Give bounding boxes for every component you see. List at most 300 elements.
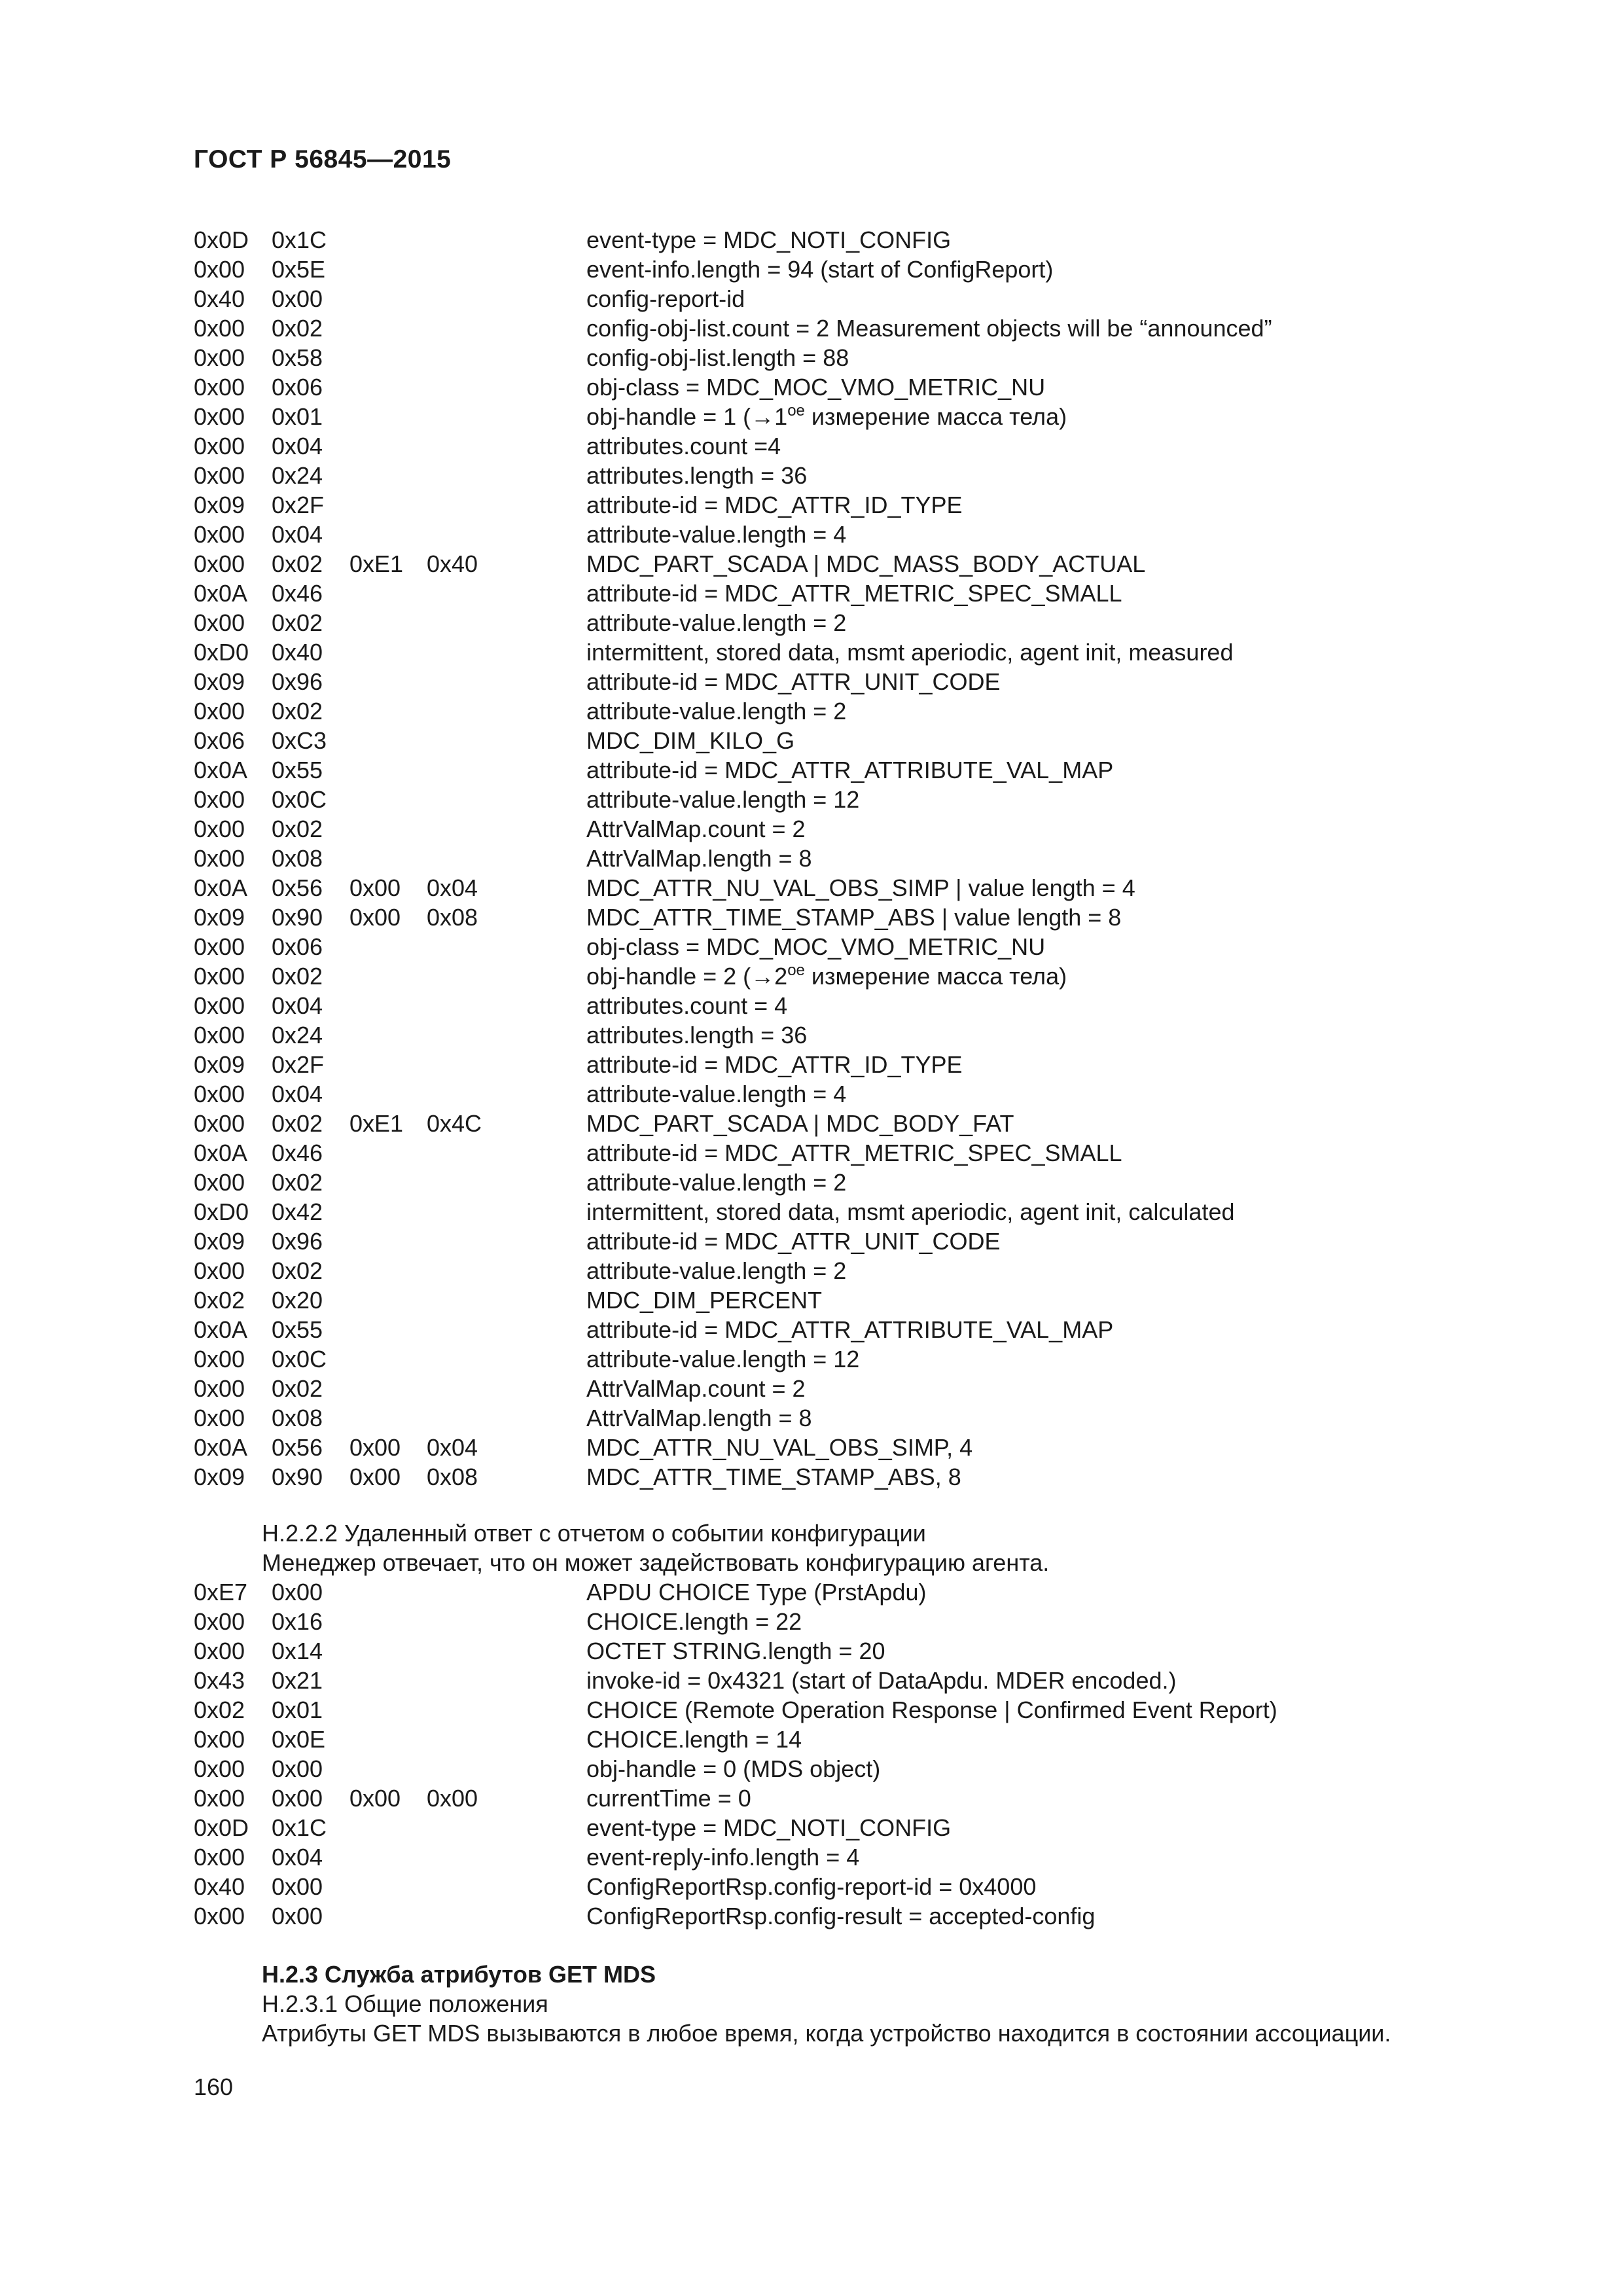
hex-byte: 0x01 bbox=[272, 403, 323, 430]
field-description bbox=[586, 1168, 846, 1197]
field-description bbox=[586, 284, 745, 314]
description-text: ConfigReportRsp.config-report-id = 0x4000 bbox=[586, 1873, 1037, 1900]
description-text: intermittent, stored data, msmt aperiodic, agent init, measured bbox=[586, 639, 1234, 666]
hex-byte: 0x90 bbox=[272, 904, 323, 931]
hex-byte: 0x00 bbox=[194, 1257, 245, 1284]
table-row bbox=[194, 1842, 1503, 1872]
hex-byte: 0x00 bbox=[194, 1726, 245, 1753]
description-text: attributes.count = 4 bbox=[586, 992, 788, 1019]
description-text: attribute-value.length = 2 bbox=[586, 1169, 847, 1196]
table-row bbox=[194, 1197, 1503, 1227]
description-text: event-info.length = 94 (start of ConfigReport) bbox=[586, 256, 1054, 283]
description-text: attribute-value.length = 2 bbox=[586, 698, 847, 725]
field-description bbox=[586, 961, 1067, 991]
field-description bbox=[586, 726, 794, 755]
description-text: attribute-value.length = 4 bbox=[586, 1081, 847, 1107]
description-text: attribute-id = MDC_ATTR_METRIC_SPEC_SMALL bbox=[586, 1139, 1122, 1166]
table-row bbox=[194, 255, 1503, 284]
hex-byte: 0x01 bbox=[272, 1696, 323, 1723]
hex-byte: 0x06 bbox=[194, 727, 245, 754]
description-text: AttrValMap.length = 8 bbox=[586, 845, 812, 872]
hex-byte: 0x21 bbox=[272, 1667, 323, 1694]
description-text: event-type = MDC_NOTI_CONFIG bbox=[586, 226, 952, 253]
table-row bbox=[194, 755, 1503, 785]
description-text: event-reply-info.length = 4 bbox=[586, 1844, 860, 1871]
hex-byte: 0x00 bbox=[194, 344, 245, 371]
hex-byte: 0x55 bbox=[272, 757, 323, 783]
table-row bbox=[194, 1784, 1503, 1813]
description-text: attribute-id = MDC_ATTR_ID_TYPE bbox=[586, 1051, 963, 1078]
table-row bbox=[194, 1285, 1503, 1315]
field-description bbox=[586, 903, 1121, 932]
table-row bbox=[194, 1109, 1503, 1138]
description-text: attribute-id = MDC_ATTR_UNIT_CODE bbox=[586, 668, 1001, 695]
table-row bbox=[194, 961, 1503, 991]
description-text: AttrValMap.length = 8 bbox=[586, 1405, 812, 1431]
hex-byte: 0x0A bbox=[194, 1434, 248, 1461]
field-description bbox=[586, 608, 846, 637]
field-description bbox=[586, 314, 1272, 343]
description-text: config-obj-list.count = 2 Measurement objects will be “announced” bbox=[586, 315, 1272, 342]
field-description bbox=[586, 431, 781, 461]
hex-byte: 0x09 bbox=[194, 1051, 245, 1078]
table-row bbox=[194, 284, 1503, 314]
table-row bbox=[194, 520, 1503, 549]
hex-byte: 0xD0 bbox=[194, 639, 249, 666]
hex-byte: 0x00 bbox=[194, 1844, 245, 1871]
field-description bbox=[586, 1109, 1014, 1138]
hex-byte: 0x04 bbox=[427, 874, 478, 901]
hex-byte: 0x00 bbox=[194, 1405, 245, 1431]
table-row bbox=[194, 549, 1503, 579]
hex-byte: 0x04 bbox=[272, 1844, 323, 1871]
description-text: MDC_ATTR_TIME_STAMP_ABS | value length = 8 bbox=[586, 904, 1122, 931]
hex-byte: 0x00 bbox=[194, 786, 245, 813]
ordinal-suffix: ое bbox=[787, 402, 805, 420]
description-text: intermittent, stored data, msmt aperiodic, agent init, calculated bbox=[586, 1198, 1235, 1225]
hex-byte: 0x00 bbox=[194, 1755, 245, 1782]
table-row bbox=[194, 1433, 1503, 1462]
hex-byte: 0x40 bbox=[194, 285, 245, 312]
field-description bbox=[586, 1344, 859, 1374]
hex-byte: 0x04 bbox=[427, 1434, 478, 1461]
hex-byte: 0x0D bbox=[194, 1814, 249, 1841]
field-description bbox=[586, 1079, 846, 1109]
table-row bbox=[194, 431, 1503, 461]
hex-byte: 0x04 bbox=[272, 992, 323, 1019]
description-text: attributes.length = 36 bbox=[586, 462, 808, 489]
table-row bbox=[194, 1374, 1503, 1403]
hex-byte: 0x00 bbox=[194, 1110, 245, 1137]
table-row bbox=[194, 1168, 1503, 1197]
table-row bbox=[194, 667, 1503, 696]
section-h231-heading: H.2.3.1 Общие положения bbox=[262, 1990, 548, 2017]
field-description bbox=[586, 225, 951, 255]
table-row bbox=[194, 343, 1503, 372]
description-text: attributes.count =4 bbox=[586, 433, 781, 459]
field-description bbox=[586, 1577, 927, 1607]
description-text: MDC_DIM_KILO_G bbox=[586, 727, 795, 754]
table-row bbox=[194, 1577, 1503, 1607]
hex-byte: 0x16 bbox=[272, 1608, 323, 1635]
hex-byte: 0x02 bbox=[194, 1287, 245, 1314]
hex-byte: 0x00 bbox=[194, 609, 245, 636]
field-description bbox=[586, 873, 1135, 903]
hex-byte: 0x02 bbox=[194, 1696, 245, 1723]
description-text: MDC_ATTR_NU_VAL_OBS_SIMP, 4 bbox=[586, 1434, 973, 1461]
hex-byte: 0x55 bbox=[272, 1316, 323, 1343]
hex-byte: 0x00 bbox=[272, 1785, 323, 1812]
hex-byte: 0x00 bbox=[272, 1579, 323, 1605]
hex-byte: 0x00 bbox=[427, 1785, 478, 1812]
field-description bbox=[586, 1695, 1277, 1725]
description-text: invoke-id = 0x4321 (start of DataApdu. MDER encoded.) bbox=[586, 1667, 1177, 1694]
hex-byte: 0x00 bbox=[194, 1608, 245, 1635]
table-row bbox=[194, 1227, 1503, 1256]
description-text: attribute-id = MDC_ATTR_ATTRIBUTE_VAL_MAP bbox=[586, 1316, 1114, 1343]
hex-byte: 0x40 bbox=[272, 639, 323, 666]
description-text: attribute-value.length = 12 bbox=[586, 1346, 860, 1372]
hex-byte: 0x00 bbox=[349, 1785, 401, 1812]
hex-byte: 0x46 bbox=[272, 580, 323, 607]
hex-byte: 0x04 bbox=[272, 1081, 323, 1107]
description-text: MDC_PART_SCADA | MDC_BODY_FAT bbox=[586, 1110, 1014, 1137]
hex-byte: 0xC3 bbox=[272, 727, 327, 754]
hex-byte: 0x00 bbox=[194, 933, 245, 960]
hex-byte: 0x40 bbox=[194, 1873, 245, 1900]
description-text: attribute-id = MDC_ATTR_ATTRIBUTE_VAL_MAP bbox=[586, 757, 1114, 783]
hex-byte: 0x0A bbox=[194, 580, 248, 607]
table-row bbox=[194, 225, 1503, 255]
hex-byte: 0x00 bbox=[194, 433, 245, 459]
table-row bbox=[194, 1020, 1503, 1050]
hex-byte: 0x02 bbox=[272, 698, 323, 725]
field-description bbox=[586, 1315, 1113, 1344]
table-row bbox=[194, 991, 1503, 1020]
description-text: MDC_ATTR_NU_VAL_OBS_SIMP | value length = 4 bbox=[586, 874, 1135, 901]
field-description bbox=[586, 814, 806, 844]
hex-byte: 0x00 bbox=[194, 816, 245, 842]
table-row bbox=[194, 490, 1503, 520]
table-row bbox=[194, 637, 1503, 667]
hex-byte: 0x00 bbox=[194, 1022, 245, 1049]
description-text: attribute-value.length = 2 bbox=[586, 1257, 847, 1284]
hex-byte: 0x00 bbox=[194, 1375, 245, 1402]
hex-byte: 0x24 bbox=[272, 1022, 323, 1049]
description-text: event-type = MDC_NOTI_CONFIG bbox=[586, 1814, 952, 1841]
hex-byte: 0x09 bbox=[194, 668, 245, 695]
hex-byte: 0x00 bbox=[349, 1463, 401, 1490]
field-description bbox=[586, 1403, 812, 1433]
table-row bbox=[194, 932, 1503, 961]
field-description bbox=[586, 490, 963, 520]
table-row bbox=[194, 1138, 1503, 1168]
description-text: AttrValMap.count = 2 bbox=[586, 816, 806, 842]
table-row bbox=[194, 372, 1503, 402]
hex-byte: 0x24 bbox=[272, 462, 323, 489]
description-text: attribute-value.length = 2 bbox=[586, 609, 847, 636]
table-row bbox=[194, 461, 1503, 490]
field-description bbox=[586, 343, 849, 372]
field-description bbox=[586, 844, 812, 873]
hex-byte: 0x09 bbox=[194, 904, 245, 931]
document-header: ГОСТ Р 56845—2015 bbox=[194, 145, 452, 173]
field-description bbox=[586, 1901, 1095, 1931]
table-row bbox=[194, 696, 1503, 726]
description-tail: измерение масса тела) bbox=[804, 963, 1067, 990]
hex-byte: 0x20 bbox=[272, 1287, 323, 1314]
config-report-table bbox=[194, 225, 1503, 1492]
hex-byte: 0x02 bbox=[272, 1257, 323, 1284]
hex-byte: 0x96 bbox=[272, 1228, 323, 1255]
page-number: 160 bbox=[194, 2073, 234, 2100]
hex-byte: 0x00 bbox=[194, 1785, 245, 1812]
table-row bbox=[194, 579, 1503, 608]
field-description bbox=[586, 255, 1053, 284]
hex-byte: 0x0C bbox=[272, 786, 327, 813]
description-text: obj-handle = 1 (→1 bbox=[586, 403, 788, 430]
hex-byte: 0x00 bbox=[194, 550, 245, 577]
field-description bbox=[586, 1636, 885, 1666]
hex-byte: 0x96 bbox=[272, 668, 323, 695]
hex-byte: 0x06 bbox=[272, 374, 323, 401]
table-row bbox=[194, 1462, 1503, 1492]
table-row bbox=[194, 873, 1503, 903]
hex-byte: 0x06 bbox=[272, 933, 323, 960]
field-description bbox=[586, 667, 1000, 696]
field-description bbox=[586, 1754, 880, 1784]
section-h222-heading: H.2.2.2 Удаленный ответ с отчетом о событии конфигурации bbox=[262, 1520, 926, 1547]
hex-byte: 0x1C bbox=[272, 226, 327, 253]
hex-byte: 0x00 bbox=[194, 963, 245, 990]
field-description bbox=[586, 1813, 951, 1842]
field-description bbox=[586, 637, 1233, 667]
hex-byte: 0x1C bbox=[272, 1814, 327, 1841]
hex-byte: 0x0E bbox=[272, 1726, 326, 1753]
description-text: currentTime = 0 bbox=[586, 1785, 751, 1812]
table-row bbox=[194, 726, 1503, 755]
hex-byte: 0x00 bbox=[194, 462, 245, 489]
hex-byte: 0x00 bbox=[194, 845, 245, 872]
hex-byte: 0x4C bbox=[427, 1110, 482, 1137]
hex-byte: 0x00 bbox=[194, 1169, 245, 1196]
hex-byte: 0x02 bbox=[272, 550, 323, 577]
field-description bbox=[586, 1138, 1122, 1168]
description-text: obj-handle = 2 (→2 bbox=[586, 963, 788, 990]
field-description bbox=[586, 579, 1122, 608]
hex-byte: 0x0A bbox=[194, 874, 248, 901]
hex-byte: 0x90 bbox=[272, 1463, 323, 1490]
hex-byte: 0x00 bbox=[194, 374, 245, 401]
description-text: obj-class = MDC_MOC_VMO_METRIC_NU bbox=[586, 374, 1046, 401]
table-row bbox=[194, 1315, 1503, 1344]
hex-byte: 0x00 bbox=[272, 285, 323, 312]
description-text: attribute-value.length = 12 bbox=[586, 786, 860, 813]
hex-byte: 0x42 bbox=[272, 1198, 323, 1225]
hex-byte: 0x00 bbox=[194, 1903, 245, 1929]
hex-byte: 0xE1 bbox=[349, 1110, 404, 1137]
table-row bbox=[194, 1344, 1503, 1374]
hex-byte: 0xE7 bbox=[194, 1579, 248, 1605]
hex-byte: 0x58 bbox=[272, 344, 323, 371]
description-tail: измерение масса тела) bbox=[804, 403, 1067, 430]
field-description bbox=[586, 1374, 806, 1403]
hex-byte: 0x46 bbox=[272, 1139, 323, 1166]
hex-byte: 0x40 bbox=[427, 550, 478, 577]
section-h222-intro: Менеджер отвечает, что он может задействовать конфигурацию агента. bbox=[262, 1549, 1050, 1576]
table-row bbox=[194, 1666, 1503, 1695]
description-text: obj-class = MDC_MOC_VMO_METRIC_NU bbox=[586, 933, 1046, 960]
table-row bbox=[194, 1754, 1503, 1784]
field-description bbox=[586, 520, 846, 549]
hex-byte: 0x00 bbox=[194, 1081, 245, 1107]
field-description bbox=[586, 785, 859, 814]
hex-byte: 0x00 bbox=[349, 874, 401, 901]
description-text: MDC_ATTR_TIME_STAMP_ABS, 8 bbox=[586, 1463, 961, 1490]
table-row bbox=[194, 1872, 1503, 1901]
field-description bbox=[586, 1227, 1000, 1256]
description-text: OCTET STRING.length = 20 bbox=[586, 1638, 885, 1664]
field-description bbox=[586, 696, 846, 726]
field-description bbox=[586, 1725, 802, 1754]
field-description bbox=[586, 755, 1113, 785]
hex-byte: 0x09 bbox=[194, 1228, 245, 1255]
hex-byte: 0x00 bbox=[194, 1638, 245, 1664]
description-text: obj-handle = 0 (MDS object) bbox=[586, 1755, 881, 1782]
description-text: CHOICE.length = 22 bbox=[586, 1608, 802, 1635]
description-text: APDU CHOICE Type (PrstApdu) bbox=[586, 1579, 927, 1605]
description-text: attribute-id = MDC_ATTR_ID_TYPE bbox=[586, 492, 963, 518]
description-text: attributes.length = 36 bbox=[586, 1022, 808, 1049]
field-description bbox=[586, 932, 1045, 961]
hex-byte: 0x0A bbox=[194, 1316, 248, 1343]
table-row bbox=[194, 1636, 1503, 1666]
hex-byte: 0x08 bbox=[427, 1463, 478, 1490]
field-description bbox=[586, 549, 1145, 579]
hex-byte: 0x0A bbox=[194, 1139, 248, 1166]
table-row bbox=[194, 1725, 1503, 1754]
hex-byte: 0x00 bbox=[349, 1434, 401, 1461]
hex-byte: 0x02 bbox=[272, 1169, 323, 1196]
field-description bbox=[586, 1256, 846, 1285]
hex-byte: 0x00 bbox=[194, 698, 245, 725]
field-description bbox=[586, 1197, 1235, 1227]
hex-byte: 0x02 bbox=[272, 609, 323, 636]
hex-byte: 0x02 bbox=[272, 315, 323, 342]
description-text: AttrValMap.count = 2 bbox=[586, 1375, 806, 1402]
field-description bbox=[586, 1872, 1036, 1901]
table-row bbox=[194, 608, 1503, 637]
hex-byte: 0x02 bbox=[272, 816, 323, 842]
table-row bbox=[194, 785, 1503, 814]
description-text: CHOICE.length = 14 bbox=[586, 1726, 802, 1753]
description-text: MDC_DIM_PERCENT bbox=[586, 1287, 823, 1314]
table-row bbox=[194, 1607, 1503, 1636]
section-h231-body: Атрибуты GET MDS вызываются в любое время, когда устройство находится в состоянии ассоциации. bbox=[262, 2020, 1391, 2047]
field-description bbox=[586, 1842, 859, 1872]
hex-byte: 0x08 bbox=[427, 904, 478, 931]
field-description bbox=[586, 372, 1045, 402]
ordinal-suffix: ое bbox=[787, 961, 805, 979]
field-description bbox=[586, 402, 1067, 431]
table-row bbox=[194, 1050, 1503, 1079]
field-description bbox=[586, 1433, 972, 1462]
field-description bbox=[586, 1784, 751, 1813]
description-text: MDC_PART_SCADA | MDC_MASS_BODY_ACTUAL bbox=[586, 550, 1146, 577]
hex-byte: 0x09 bbox=[194, 492, 245, 518]
description-text: config-report-id bbox=[586, 285, 745, 312]
hex-byte: 0x00 bbox=[349, 904, 401, 931]
hex-byte: 0x14 bbox=[272, 1638, 323, 1664]
hex-byte: 0x0C bbox=[272, 1346, 327, 1372]
field-description bbox=[586, 1462, 961, 1492]
table-row bbox=[194, 1079, 1503, 1109]
table-row bbox=[194, 814, 1503, 844]
hex-byte: 0x04 bbox=[272, 521, 323, 548]
hex-byte: 0x2F bbox=[272, 1051, 325, 1078]
hex-byte: 0x56 bbox=[272, 874, 323, 901]
hex-byte: 0x00 bbox=[194, 992, 245, 1019]
hex-byte: 0x02 bbox=[272, 1375, 323, 1402]
field-description bbox=[586, 1607, 802, 1636]
hex-byte: 0x00 bbox=[194, 1346, 245, 1372]
hex-byte: 0xE1 bbox=[349, 550, 404, 577]
table-row bbox=[194, 1695, 1503, 1725]
description-text: attribute-value.length = 4 bbox=[586, 521, 847, 548]
description-text: config-obj-list.length = 88 bbox=[586, 344, 849, 371]
hex-byte: 0x5E bbox=[272, 256, 326, 283]
hex-byte: 0x0D bbox=[194, 226, 249, 253]
hex-byte: 0x00 bbox=[272, 1755, 323, 1782]
table-row bbox=[194, 1403, 1503, 1433]
table-row bbox=[194, 402, 1503, 431]
hex-byte: 0x00 bbox=[194, 315, 245, 342]
table-row bbox=[194, 903, 1503, 932]
field-description bbox=[586, 1020, 807, 1050]
hex-byte: 0x00 bbox=[194, 521, 245, 548]
section-h23-title: H.2.3 Служба атрибутов GET MDS bbox=[262, 1961, 656, 1988]
hex-byte: 0x00 bbox=[194, 256, 245, 283]
hex-byte: 0x0A bbox=[194, 757, 248, 783]
hex-byte: 0x02 bbox=[272, 1110, 323, 1137]
hex-byte: 0x04 bbox=[272, 433, 323, 459]
field-description bbox=[586, 991, 787, 1020]
hex-byte: 0xD0 bbox=[194, 1198, 249, 1225]
hex-byte: 0x2F bbox=[272, 492, 325, 518]
description-text: ConfigReportRsp.config-result = accepted-config bbox=[586, 1903, 1096, 1929]
hex-byte: 0x08 bbox=[272, 1405, 323, 1431]
table-row bbox=[194, 1813, 1503, 1842]
table-row bbox=[194, 844, 1503, 873]
hex-byte: 0x43 bbox=[194, 1667, 245, 1694]
description-text: attribute-id = MDC_ATTR_METRIC_SPEC_SMALL bbox=[586, 580, 1122, 607]
hex-byte: 0x00 bbox=[272, 1873, 323, 1900]
field-description bbox=[586, 1666, 1176, 1695]
hex-byte: 0x08 bbox=[272, 845, 323, 872]
hex-byte: 0x00 bbox=[272, 1903, 323, 1929]
table-row bbox=[194, 1901, 1503, 1931]
field-description bbox=[586, 461, 807, 490]
table-row bbox=[194, 1256, 1503, 1285]
table-row bbox=[194, 314, 1503, 343]
field-description bbox=[586, 1285, 822, 1315]
description-text: CHOICE (Remote Operation Response | Confirmed Event Report) bbox=[586, 1696, 1277, 1723]
config-response-table bbox=[194, 1577, 1503, 1931]
hex-byte: 0x56 bbox=[272, 1434, 323, 1461]
hex-byte: 0x00 bbox=[194, 403, 245, 430]
hex-byte: 0x02 bbox=[272, 963, 323, 990]
hex-byte: 0x09 bbox=[194, 1463, 245, 1490]
